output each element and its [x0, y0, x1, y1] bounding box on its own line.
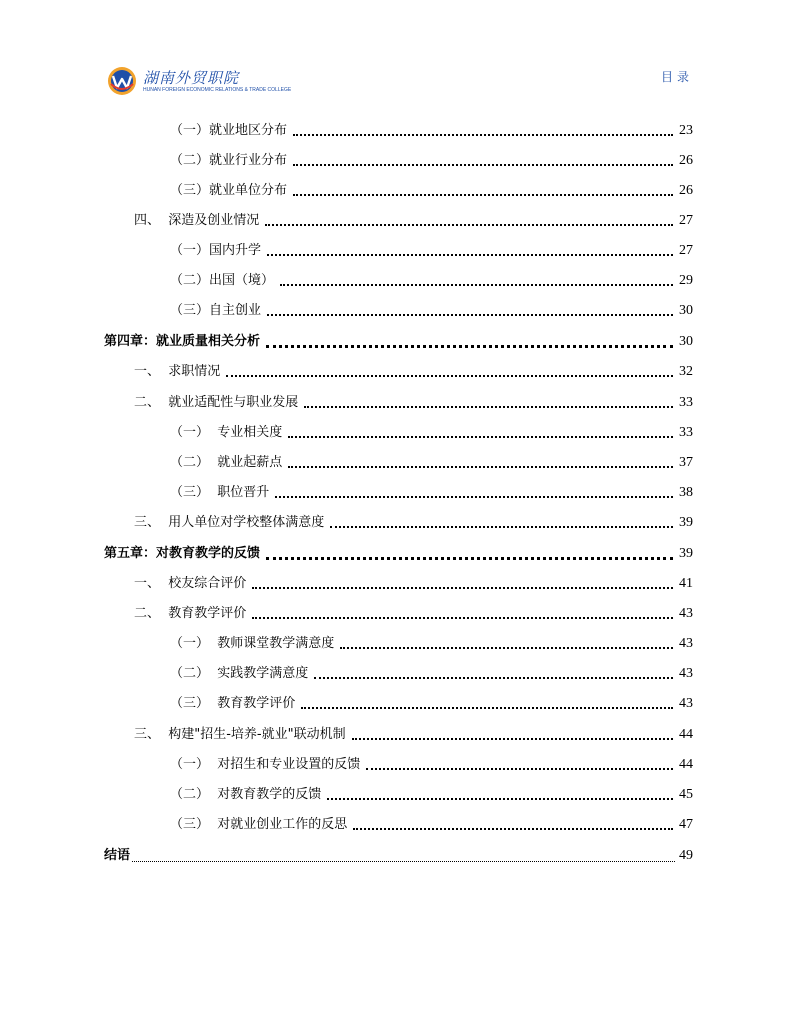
toc-entry[interactable] — [170, 659, 693, 683]
toc-dot-leader — [265, 224, 673, 226]
toc-dot-leader — [301, 707, 673, 709]
toc-entry-page: 30 — [679, 303, 693, 318]
toc-dot-leader — [288, 466, 673, 468]
toc-entry-page: 30 — [679, 334, 693, 349]
logo-english-text: HUNAN FOREIGN ECONOMIC RELATIONS & TRADE COLLEGE — [143, 86, 292, 93]
toc-dot-leader — [353, 828, 673, 830]
toc-dot-leader — [280, 284, 673, 286]
toc-entry[interactable] — [170, 236, 693, 260]
toc-entry-page: 27 — [679, 243, 693, 258]
toc-entry-page: 29 — [679, 273, 693, 288]
toc-dot-leader — [267, 314, 673, 316]
toc-entry-label: 一、 求职情况 — [134, 364, 221, 379]
toc-entry-page: 39 — [679, 546, 693, 561]
toc-entry-label: （三） 职位晋升 — [170, 485, 270, 500]
toc-entry-page: 39 — [679, 515, 693, 530]
toc-entry-label: （二） 实践教学满意度 — [170, 666, 309, 681]
toc-entry-label: （二）就业行业分布 — [170, 153, 288, 168]
logo-chinese-text: 湖南外贸职院 — [143, 68, 240, 87]
toc-entry[interactable] — [170, 629, 693, 653]
toc-entry-page: 44 — [679, 727, 693, 742]
toc-entry-label: 二、 教育教学评价 — [134, 606, 247, 621]
toc-entry-page: 47 — [679, 817, 693, 832]
toc-entry[interactable] — [134, 599, 693, 623]
toc-dot-leader — [288, 436, 673, 438]
toc-entry[interactable] — [134, 569, 693, 593]
toc-dot-leader — [252, 587, 673, 589]
toc-dot-leader — [275, 496, 673, 498]
toc-entry-label: （一）就业地区分布 — [170, 123, 288, 138]
toc-dot-leader — [314, 677, 673, 679]
toc-chapter-entry[interactable] — [104, 539, 693, 563]
toc-entry[interactable] — [170, 780, 693, 804]
toc-entry-label: （二） 就业起薪点 — [170, 455, 283, 470]
toc-dot-leader — [226, 375, 673, 377]
toc-entry[interactable] — [170, 116, 693, 140]
toc-dot-leader — [340, 647, 673, 649]
toc-entry-label: （三） 教育教学评价 — [170, 696, 296, 711]
toc-entry[interactable] — [170, 176, 693, 200]
toc-entry-page: 44 — [679, 757, 693, 772]
toc-entry[interactable] — [170, 296, 693, 320]
toc-entry[interactable] — [134, 508, 693, 532]
toc-dot-leader — [267, 254, 673, 256]
toc-entry-page: 33 — [679, 425, 693, 440]
toc-dot-leader — [266, 345, 673, 348]
toc-entry[interactable] — [170, 448, 693, 472]
toc-dot-leader — [352, 738, 673, 740]
toc-entry-page: 26 — [679, 153, 693, 168]
toc-entry-label: 三、 用人单位对学校整体满意度 — [134, 515, 325, 530]
toc-entry[interactable] — [134, 388, 693, 412]
toc-entry-label: 四、 深造及创业情况 — [134, 213, 260, 228]
toc-entry-label: （三）就业单位分布 — [170, 183, 288, 198]
toc-entry-label: （三） 对就业创业工作的反思 — [170, 817, 348, 832]
toc-entry-page: 32 — [679, 364, 693, 379]
toc-entry[interactable] — [170, 418, 693, 442]
toc-dot-leader — [327, 798, 673, 800]
toc-entry-page: 41 — [679, 576, 693, 591]
toc-entry-page: 23 — [679, 123, 693, 138]
toc-entry-page: 37 — [679, 455, 693, 470]
toc-entry[interactable] — [170, 146, 693, 170]
toc-entry[interactable] — [170, 478, 693, 502]
toc-entry-label: （二） 对教育教学的反馈 — [170, 787, 322, 802]
toc-entry-page: 43 — [679, 606, 693, 621]
toc-dot-leader — [132, 861, 675, 862]
toc-dot-leader — [330, 526, 673, 528]
toc-dot-leader — [304, 406, 673, 408]
toc-entry[interactable] — [170, 750, 693, 774]
toc-entry-page: 43 — [679, 636, 693, 651]
toc-entry-page: 27 — [679, 213, 693, 228]
toc-entry-label: 三、 构建"招生-培养-就业"联动机制 — [134, 727, 346, 742]
toc-entry-label: （一） 教师课堂教学满意度 — [170, 636, 335, 651]
toc-entry[interactable] — [170, 810, 693, 834]
section-title: 目录 — [660, 70, 693, 84]
toc-entry-page: 38 — [679, 485, 693, 500]
toc-entry-label: （一）国内升学 — [170, 243, 262, 258]
toc-entry-label: 一、 校友综合评价 — [134, 576, 247, 591]
toc-entry-label: （一） 对招生和专业设置的反馈 — [170, 757, 361, 772]
toc-dot-leader — [266, 557, 673, 560]
toc-dot-leader — [293, 134, 673, 136]
toc-entry[interactable] — [134, 720, 693, 744]
toc-entry[interactable] — [134, 357, 693, 381]
toc-entry-label: 结语 — [104, 848, 131, 863]
toc-entry-page: 43 — [679, 696, 693, 711]
toc-dot-leader — [293, 194, 673, 196]
toc-dot-leader — [366, 768, 673, 770]
toc-entry-page: 45 — [679, 787, 693, 802]
toc-entry[interactable] — [134, 206, 693, 230]
toc-entry-label: 第四章：就业质量相关分析 — [104, 334, 261, 349]
toc-entry[interactable] — [170, 689, 693, 713]
toc-entry-page: 26 — [679, 183, 693, 198]
toc-entry-label: 第五章：对教育教学的反馈 — [104, 546, 261, 561]
toc-conclusion-entry[interactable] — [104, 841, 693, 865]
toc-dot-leader — [293, 164, 673, 166]
toc-entry[interactable] — [170, 266, 693, 290]
toc-chapter-entry[interactable] — [104, 327, 693, 351]
toc-entry-label: （二）出国（境） — [170, 273, 275, 288]
toc-entry-page: 43 — [679, 666, 693, 681]
toc-entry-page: 33 — [679, 395, 693, 410]
toc-entry-label: （三）自主创业 — [170, 303, 262, 318]
toc-entry-label: 二、 就业适配性与职业发展 — [134, 395, 299, 410]
toc-entry-label: （一） 专业相关度 — [170, 425, 283, 440]
toc-dot-leader — [252, 617, 673, 619]
toc-entry-page: 49 — [679, 848, 693, 863]
